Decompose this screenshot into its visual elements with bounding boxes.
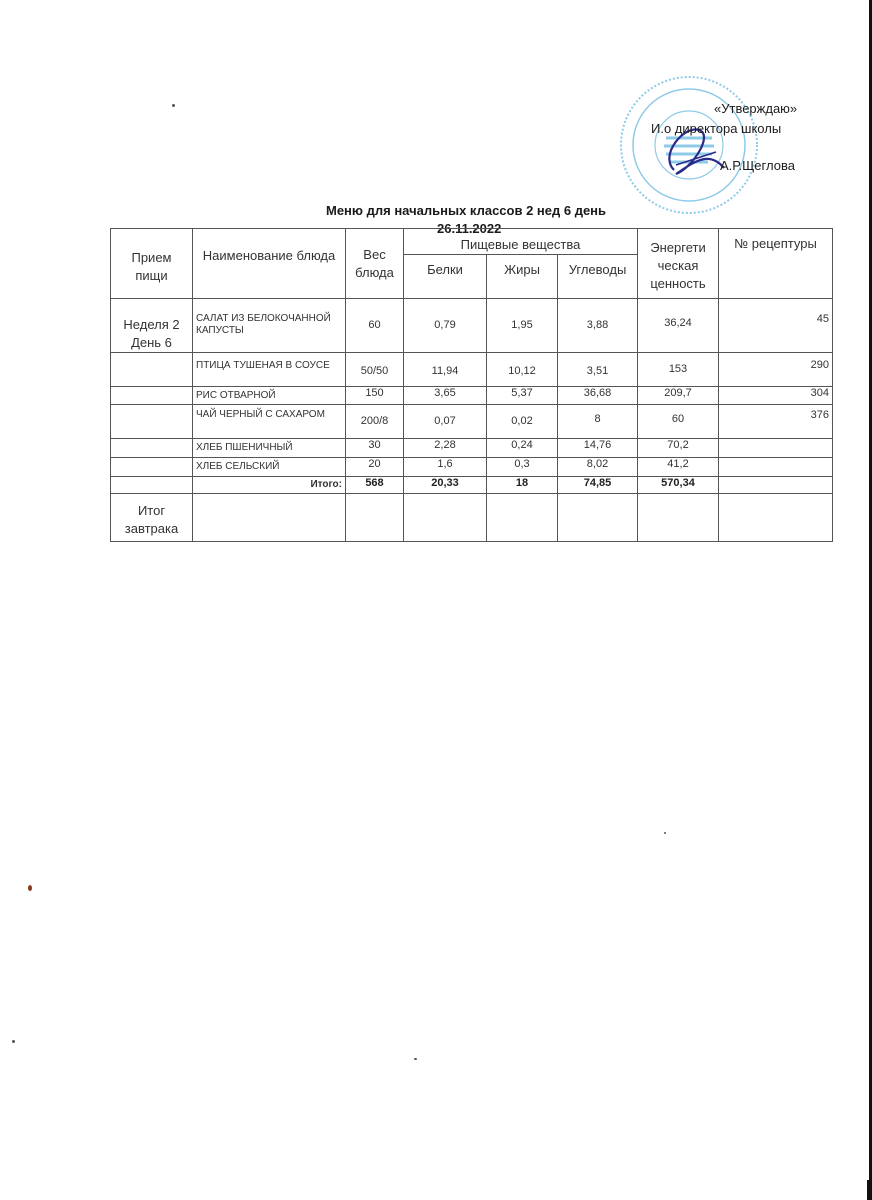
scan-speck bbox=[414, 1058, 417, 1060]
dish-protein: 2,28 bbox=[404, 439, 487, 458]
dish-recipe: 304 bbox=[719, 387, 833, 405]
scan-speck bbox=[28, 885, 32, 891]
header-protein: Белки bbox=[404, 255, 487, 299]
dish-fat: 1,95 bbox=[487, 299, 558, 353]
approval-signatory: А.Р.Щеглова bbox=[720, 158, 795, 173]
dish-weight: 20 bbox=[346, 458, 404, 477]
dish-energy: 209,7 bbox=[638, 387, 719, 405]
header-carbs: Углеводы bbox=[558, 255, 638, 299]
dish-protein: 1,6 bbox=[404, 458, 487, 477]
total-recipe bbox=[719, 477, 833, 494]
footer-cell bbox=[487, 494, 558, 542]
dish-name: ПТИЦА ТУШЕНАЯ В СОУСЕ bbox=[193, 353, 346, 387]
header-meal: Прием пищи bbox=[111, 229, 193, 299]
dish-fat: 10,12 bbox=[487, 353, 558, 387]
dish-carbs: 36,68 bbox=[558, 387, 638, 405]
school-stamp-seal bbox=[614, 70, 764, 220]
dish-carbs: 3,88 bbox=[558, 299, 638, 353]
approval-heading: «Утверждаю» bbox=[714, 101, 798, 116]
footer-label: Итог завтрака bbox=[111, 494, 193, 542]
meal-cell bbox=[111, 439, 193, 458]
dish-weight: 200/8 bbox=[346, 405, 404, 439]
total-weight: 568 bbox=[346, 477, 404, 494]
dish-name: ЧАЙ ЧЕРНЫЙ С САХАРОМ bbox=[193, 405, 346, 439]
total-label: Итого: bbox=[193, 477, 346, 494]
meal-cell bbox=[111, 477, 193, 494]
header-dish: Наименование блюда bbox=[193, 229, 346, 299]
dish-carbs: 14,76 bbox=[558, 439, 638, 458]
dish-recipe bbox=[719, 439, 833, 458]
header-fat: Жиры bbox=[487, 255, 558, 299]
dish-fat: 0,3 bbox=[487, 458, 558, 477]
title-line: Меню для начальных классов 2 нед 6 день bbox=[326, 203, 607, 218]
scan-edge-mark bbox=[867, 1180, 872, 1200]
title-date: 26.11.2022 bbox=[437, 221, 502, 236]
approval-position: И.о директора школы bbox=[651, 121, 782, 136]
total-fat: 18 bbox=[487, 477, 558, 494]
dish-weight: 150 bbox=[346, 387, 404, 405]
meal-cell bbox=[111, 387, 193, 405]
dish-fat: 5,37 bbox=[487, 387, 558, 405]
total-energy: 570,34 bbox=[638, 477, 719, 494]
total-protein: 20,33 bbox=[404, 477, 487, 494]
dish-carbs: 8,02 bbox=[558, 458, 638, 477]
dish-recipe bbox=[719, 458, 833, 477]
dish-carbs: 8 bbox=[558, 405, 638, 439]
dish-energy: 41,2 bbox=[638, 458, 719, 477]
dish-name: САЛАТ ИЗ БЕЛОКОЧАННОЙ КАПУСТЫ bbox=[193, 299, 346, 353]
meal-label: Неделя 2 День 6 bbox=[111, 299, 193, 353]
header-energy: Энергети ческая ценность bbox=[638, 229, 719, 299]
menu-table bbox=[110, 228, 833, 542]
dish-recipe: 45 bbox=[719, 299, 833, 353]
header-weight: Вес блюда bbox=[346, 229, 404, 299]
meal-cell bbox=[111, 353, 193, 387]
total-carbs: 74,85 bbox=[558, 477, 638, 494]
dish-recipe: 376 bbox=[719, 405, 833, 439]
header-nutrients: Пищевые вещества bbox=[404, 229, 638, 255]
footer-cell bbox=[404, 494, 487, 542]
dish-protein: 0,07 bbox=[404, 405, 487, 439]
scan-speck bbox=[172, 104, 175, 107]
dish-energy: 70,2 bbox=[638, 439, 719, 458]
dish-fat: 0,02 bbox=[487, 405, 558, 439]
meal-cell bbox=[111, 405, 193, 439]
scan-speck bbox=[664, 832, 666, 834]
dish-name: ХЛЕБ ПШЕНИЧНЫЙ bbox=[193, 439, 346, 458]
footer-cell bbox=[193, 494, 346, 542]
dish-energy: 153 bbox=[638, 353, 719, 387]
dish-energy: 60 bbox=[638, 405, 719, 439]
footer-cell bbox=[638, 494, 719, 542]
footer-cell bbox=[719, 494, 833, 542]
dish-carbs: 3,51 bbox=[558, 353, 638, 387]
dish-weight: 30 bbox=[346, 439, 404, 458]
dish-fat: 0,24 bbox=[487, 439, 558, 458]
dish-protein: 0,79 bbox=[404, 299, 487, 353]
dish-name: ХЛЕБ СЕЛЬСКИЙ bbox=[193, 458, 346, 477]
meal-cell bbox=[111, 458, 193, 477]
dish-name: РИС ОТВАРНОЙ bbox=[193, 387, 346, 405]
dish-recipe: 290 bbox=[719, 353, 833, 387]
scan-speck bbox=[12, 1040, 15, 1043]
dish-protein: 3,65 bbox=[404, 387, 487, 405]
dish-weight: 50/50 bbox=[346, 353, 404, 387]
dish-energy: 36,24 bbox=[638, 299, 719, 353]
header-recipe: № рецептуры bbox=[719, 229, 833, 299]
footer-cell bbox=[346, 494, 404, 542]
dish-weight: 60 bbox=[346, 299, 404, 353]
dish-protein: 11,94 bbox=[404, 353, 487, 387]
footer-cell bbox=[558, 494, 638, 542]
